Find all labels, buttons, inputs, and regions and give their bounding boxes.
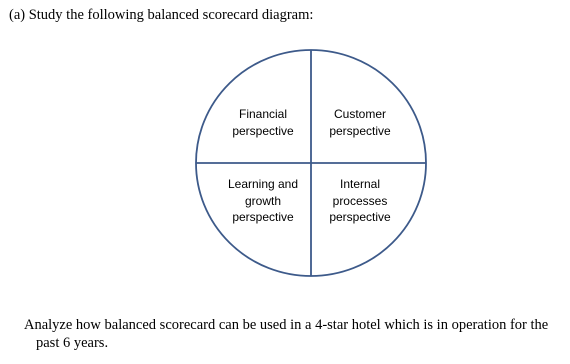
task-line-2: past 6 years. <box>36 335 109 351</box>
scorecard-circle-graphic <box>193 48 429 280</box>
task-line-1: Analyze how balanced scorecard can be used in a 4-star hotel which is in operation for the <box>24 317 549 333</box>
task-instruction <box>24 316 564 352</box>
balanced-scorecard-diagram <box>193 48 429 280</box>
question-heading: (a) Study the following balanced scorecard diagram: <box>9 7 314 23</box>
financial-perspective-label: Financial perspective <box>232 107 294 138</box>
internal-processes-perspective-label: Internal processes perspective <box>329 177 391 224</box>
learning-growth-perspective-label: Learning and growth perspective <box>227 177 299 224</box>
customer-perspective-label: Customer perspective <box>329 107 391 138</box>
